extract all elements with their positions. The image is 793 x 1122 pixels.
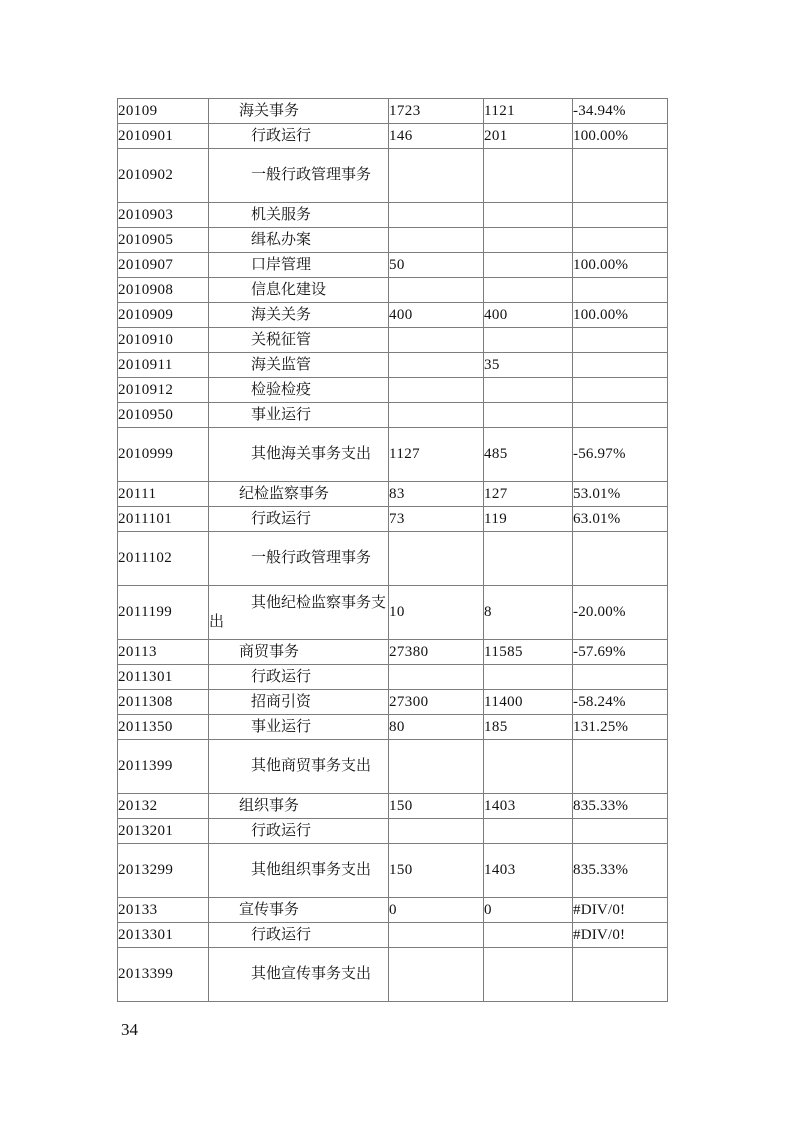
table-cell-name: 关税征管 xyxy=(209,328,389,353)
table-cell-value2 xyxy=(484,378,573,403)
table-cell-code: 2011301 xyxy=(118,665,209,690)
table-cell-code: 2010950 xyxy=(118,403,209,428)
table-cell-pct: #DIV/0! xyxy=(573,923,668,948)
table-cell-value1 xyxy=(389,203,484,228)
table-cell-code: 2010908 xyxy=(118,278,209,303)
table-cell-pct xyxy=(573,532,668,586)
table-cell-value2: 1403 xyxy=(484,794,573,819)
table-cell-name: 招商引资 xyxy=(209,690,389,715)
table-cell-pct: 131.25% xyxy=(573,715,668,740)
table-cell-name: 行政运行 xyxy=(209,923,389,948)
table-cell-value1: 73 xyxy=(389,507,484,532)
table-cell-pct: -20.00% xyxy=(573,586,668,640)
table-cell-name: 一般行政管理事务 xyxy=(209,149,389,203)
table-cell-value1: 10 xyxy=(389,586,484,640)
table-cell-value2: 185 xyxy=(484,715,573,740)
table-cell-value2 xyxy=(484,278,573,303)
table-cell-pct xyxy=(573,353,668,378)
table-row xyxy=(118,328,668,353)
table-cell-value2 xyxy=(484,923,573,948)
table-cell-value1: 150 xyxy=(389,844,484,898)
table-cell-value2: 8 xyxy=(484,586,573,640)
table-cell-pct: 100.00% xyxy=(573,303,668,328)
table-cell-pct xyxy=(573,819,668,844)
table-row xyxy=(118,640,668,665)
table-cell-value2: 400 xyxy=(484,303,573,328)
table-row xyxy=(118,278,668,303)
table-cell-name: 行政运行 xyxy=(209,507,389,532)
table-cell-code: 20133 xyxy=(118,898,209,923)
table-cell-name: 行政运行 xyxy=(209,124,389,149)
table-cell-value2 xyxy=(484,948,573,1002)
table-cell-code: 2010901 xyxy=(118,124,209,149)
table-cell-name: 纪检监察事务 xyxy=(209,482,389,507)
table-cell-value1 xyxy=(389,948,484,1002)
table-row xyxy=(118,948,668,1002)
table-cell-value2: 1121 xyxy=(484,99,573,124)
table-cell-code: 2011199 xyxy=(118,586,209,640)
table-cell-value1: 150 xyxy=(389,794,484,819)
table-cell-code: 2011308 xyxy=(118,690,209,715)
table-row xyxy=(118,923,668,948)
table-cell-code: 2013301 xyxy=(118,923,209,948)
table-cell-value2 xyxy=(484,253,573,278)
table-cell-value2: 11400 xyxy=(484,690,573,715)
table-row xyxy=(118,428,668,482)
table-cell-value1 xyxy=(389,228,484,253)
table-cell-value2 xyxy=(484,149,573,203)
table-cell-pct: 63.01% xyxy=(573,507,668,532)
table-cell-code: 2013299 xyxy=(118,844,209,898)
table-cell-name: 缉私办案 xyxy=(209,228,389,253)
table-cell-code: 2011350 xyxy=(118,715,209,740)
table-cell-code: 2010912 xyxy=(118,378,209,403)
table-row xyxy=(118,228,668,253)
table-cell-value2: 0 xyxy=(484,898,573,923)
table-cell-value1: 80 xyxy=(389,715,484,740)
table-cell-value1: 83 xyxy=(389,482,484,507)
table-cell-value2 xyxy=(484,228,573,253)
table-cell-pct xyxy=(573,149,668,203)
table-row xyxy=(118,665,668,690)
table-cell-name: 口岸管理 xyxy=(209,253,389,278)
table-cell-code: 2010909 xyxy=(118,303,209,328)
table-cell-name: 信息化建设 xyxy=(209,278,389,303)
table-cell-name: 行政运行 xyxy=(209,665,389,690)
table-cell-name: 商贸事务 xyxy=(209,640,389,665)
table-cell-value1 xyxy=(389,378,484,403)
table-cell-pct xyxy=(573,403,668,428)
table-cell-pct xyxy=(573,328,668,353)
table-cell-pct: -34.94% xyxy=(573,99,668,124)
table-cell-name: 组织事务 xyxy=(209,794,389,819)
table-cell-code: 20109 xyxy=(118,99,209,124)
table-cell-pct: -57.69% xyxy=(573,640,668,665)
table-cell-pct: 100.00% xyxy=(573,253,668,278)
table-cell-value1: 50 xyxy=(389,253,484,278)
table-cell-value1 xyxy=(389,740,484,794)
table-cell-pct xyxy=(573,665,668,690)
table-cell-value1 xyxy=(389,353,484,378)
table-cell-code: 2011101 xyxy=(118,507,209,532)
table-cell-name: 海关关务 xyxy=(209,303,389,328)
table-cell-code: 2011399 xyxy=(118,740,209,794)
table-cell-value1: 1127 xyxy=(389,428,484,482)
table-cell-code: 2010910 xyxy=(118,328,209,353)
table-cell-name: 宣传事务 xyxy=(209,898,389,923)
table-row xyxy=(118,149,668,203)
table-cell-value2: 1403 xyxy=(484,844,573,898)
table-row xyxy=(118,794,668,819)
table-cell-value2: 119 xyxy=(484,507,573,532)
table-cell-value2: 35 xyxy=(484,353,573,378)
table-cell-code: 2010905 xyxy=(118,228,209,253)
table-cell-value2 xyxy=(484,532,573,586)
table-cell-value1: 146 xyxy=(389,124,484,149)
table-cell-name: 机关服务 xyxy=(209,203,389,228)
table-cell-name: 其他纪检监察事务支出 xyxy=(209,586,389,640)
table-row xyxy=(118,378,668,403)
table-cell-code: 20113 xyxy=(118,640,209,665)
table-cell-name: 事业运行 xyxy=(209,403,389,428)
table-cell-value2 xyxy=(484,203,573,228)
table-cell-name: 检验检疫 xyxy=(209,378,389,403)
table-cell-value2 xyxy=(484,819,573,844)
table-cell-pct: 835.33% xyxy=(573,794,668,819)
table-row xyxy=(118,253,668,278)
table-cell-value1 xyxy=(389,665,484,690)
table-cell-value1: 27300 xyxy=(389,690,484,715)
table-cell-name: 其他组织事务支出 xyxy=(209,844,389,898)
table-cell-value2: 11585 xyxy=(484,640,573,665)
table-cell-pct: 835.33% xyxy=(573,844,668,898)
table-cell-code: 20132 xyxy=(118,794,209,819)
table-row xyxy=(118,203,668,228)
table-cell-pct xyxy=(573,278,668,303)
table-row xyxy=(118,690,668,715)
table-cell-pct: -58.24% xyxy=(573,690,668,715)
table-row xyxy=(118,819,668,844)
table-cell-name: 事业运行 xyxy=(209,715,389,740)
table-cell-value2 xyxy=(484,740,573,794)
table-cell-pct xyxy=(573,740,668,794)
table-cell-name: 海关监管 xyxy=(209,353,389,378)
table-row xyxy=(118,482,668,507)
table-row xyxy=(118,507,668,532)
table-cell-value2 xyxy=(484,403,573,428)
table-cell-value2 xyxy=(484,328,573,353)
table-row xyxy=(118,586,668,640)
table-cell-name: 行政运行 xyxy=(209,819,389,844)
table-cell-code: 2011102 xyxy=(118,532,209,586)
table-cell-name: 其他宣传事务支出 xyxy=(209,948,389,1002)
table-cell-value2: 201 xyxy=(484,124,573,149)
table-cell-name: 海关事务 xyxy=(209,99,389,124)
table-cell-value1: 1723 xyxy=(389,99,484,124)
table-cell-pct: #DIV/0! xyxy=(573,898,668,923)
budget-table-body xyxy=(118,99,668,1002)
table-cell-code: 2010902 xyxy=(118,149,209,203)
table-cell-value1 xyxy=(389,532,484,586)
table-cell-value1 xyxy=(389,819,484,844)
table-cell-value1: 0 xyxy=(389,898,484,923)
table-cell-value2 xyxy=(484,665,573,690)
table-cell-name: 其他海关事务支出 xyxy=(209,428,389,482)
table-row xyxy=(118,715,668,740)
table-cell-pct xyxy=(573,948,668,1002)
table-cell-value2: 485 xyxy=(484,428,573,482)
table-row xyxy=(118,353,668,378)
table-cell-code: 2013399 xyxy=(118,948,209,1002)
table-row xyxy=(118,844,668,898)
table-cell-code: 2010999 xyxy=(118,428,209,482)
table-row xyxy=(118,740,668,794)
table-row xyxy=(118,898,668,923)
table-cell-pct: 53.01% xyxy=(573,482,668,507)
page-number: 34 xyxy=(121,1020,138,1039)
table-cell-code: 20111 xyxy=(118,482,209,507)
budget-expenditure-table xyxy=(117,98,668,1002)
table-cell-code: 2010911 xyxy=(118,353,209,378)
table-cell-pct xyxy=(573,203,668,228)
table-cell-code: 2010903 xyxy=(118,203,209,228)
table-cell-pct xyxy=(573,378,668,403)
table-cell-pct: -56.97% xyxy=(573,428,668,482)
table-cell-value2: 127 xyxy=(484,482,573,507)
table-cell-code: 2010907 xyxy=(118,253,209,278)
table-cell-value1 xyxy=(389,278,484,303)
table-cell-value1: 400 xyxy=(389,303,484,328)
table-row xyxy=(118,403,668,428)
table-cell-value1 xyxy=(389,403,484,428)
table-cell-value1 xyxy=(389,328,484,353)
table-row xyxy=(118,99,668,124)
table-cell-code: 2013201 xyxy=(118,819,209,844)
table-cell-name: 其他商贸事务支出 xyxy=(209,740,389,794)
table-cell-value1 xyxy=(389,149,484,203)
table-row xyxy=(118,303,668,328)
table-cell-value1: 27380 xyxy=(389,640,484,665)
table-cell-name: 一般行政管理事务 xyxy=(209,532,389,586)
table-row xyxy=(118,124,668,149)
table-cell-pct: 100.00% xyxy=(573,124,668,149)
table-row xyxy=(118,532,668,586)
table-cell-value1 xyxy=(389,923,484,948)
table-cell-pct xyxy=(573,228,668,253)
